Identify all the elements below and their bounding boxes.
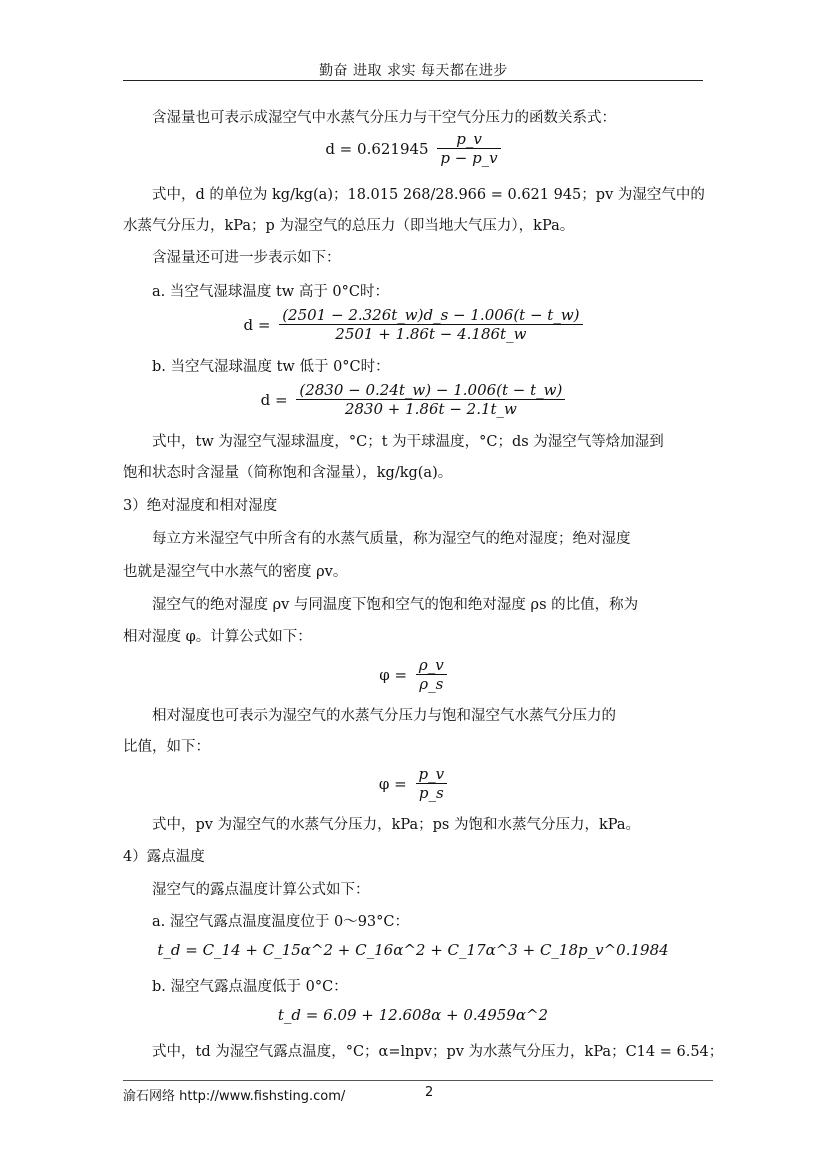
eq1-denominator: p − p_v xyxy=(440,149,498,167)
eq3-lhs: d = xyxy=(260,390,288,409)
eq1-numerator: p_v xyxy=(437,130,500,149)
equation-3 xyxy=(123,381,703,418)
eq1-lhs: d = 0.621945 xyxy=(325,139,429,158)
paragraph: 式中，td 为湿空气露点温度，°C；α=lnpv；pv 为水蒸气分压力，kPa；C14 = 6.54； xyxy=(152,1044,724,1060)
list-item-b: b. 当空气湿球温度 tw 低于 0°C时： xyxy=(152,359,390,375)
paragraph: 式中，d 的单位为 kg/kg(a)；18.015 268/28.966 = 0.621 945；pv 为湿空气中的 xyxy=(152,187,705,203)
footer-rule xyxy=(123,1080,713,1081)
section-heading: 3）绝对湿度和相对湿度 xyxy=(123,498,278,514)
equation-1 xyxy=(123,130,703,167)
eq5-lhs: φ = xyxy=(378,774,407,793)
page-header: 勤奋 进取 求实 每天都在进步 xyxy=(319,63,508,79)
paragraph: 含湿量还可进一步表示如下： xyxy=(152,250,341,266)
eq2-denominator: 2501 + 1.86t − 4.186t_w xyxy=(335,325,527,343)
header-rule xyxy=(123,80,703,81)
paragraph: 相对湿度也可表示为湿空气的水蒸气分压力与饱和湿空气水蒸气分压力的 xyxy=(152,708,616,724)
paragraph: 含湿量也可表示成湿空气中水蒸气分压力与干空气分压力的函数关系式： xyxy=(152,110,616,126)
paragraph: 湿空气的露点温度计算公式如下： xyxy=(152,882,370,898)
eq5-numerator: p_v xyxy=(416,765,448,784)
paragraph: 比值，如下： xyxy=(123,739,210,755)
equation-7: t_d = 6.09 + 12.608α + 0.4959α^2 xyxy=(277,1006,549,1024)
equation-6: t_d = C_14 + C_15α^2 + C_16α^2 + C_17α^3 + C_18p_v^0.1984 xyxy=(157,941,669,959)
list-item-b: b. 湿空气露点温度低于 0°C： xyxy=(152,979,348,995)
paragraph: 相对湿度 φ。计算公式如下： xyxy=(123,629,312,645)
list-item-a: a. 当空气湿球温度 tw 高于 0°C时： xyxy=(152,284,389,300)
paragraph: 式中，tw 为湿空气湿球温度，°C；t 为干球温度，°C；ds 为湿空气等焓加湿到 xyxy=(152,434,664,450)
paragraph: 饱和状态时含湿量（简称饱和含湿量），kg/kg(a)。 xyxy=(123,465,453,481)
eq2-lhs: d = xyxy=(243,315,271,334)
equation-4 xyxy=(123,656,703,693)
equation-5 xyxy=(123,765,703,802)
eq4-numerator: ρ_v xyxy=(416,656,447,675)
eq3-denominator: 2830 + 1.86t − 2.1t_w xyxy=(344,400,517,418)
paragraph: 也就是湿空气中水蒸气的密度 ρv。 xyxy=(123,564,348,580)
list-item-a: a. 湿空气露点温度温度位于 0～93°C： xyxy=(152,914,409,930)
eq5-denominator: p_s xyxy=(418,784,444,802)
footer-site: 渝石网络 http://www.fishsting.com/ xyxy=(123,1089,346,1104)
eq2-numerator: (2501 − 2.326t_w)d_s − 1.006(t − t_w) xyxy=(279,306,582,325)
eq3-numerator: (2830 − 0.24t_w) − 1.006(t − t_w) xyxy=(296,381,565,400)
page-number: 2 xyxy=(425,1085,434,1100)
paragraph: 每立方米湿空气中所含有的水蒸气质量，称为湿空气的绝对湿度；绝对湿度 xyxy=(152,531,631,547)
section-heading: 4）露点温度 xyxy=(123,849,205,865)
paragraph: 湿空气的绝对湿度 ρv 与同温度下饱和空气的饱和绝对湿度 ρs 的比值，称为 xyxy=(152,597,639,613)
paragraph: 式中，pv 为湿空气的水蒸气分压力，kPa；ps 为饱和水蒸气分压力，kPa。 xyxy=(152,817,640,833)
paragraph: 水蒸气分压力，kPa；p 为湿空气的总压力（即当地大气压力），kPa。 xyxy=(123,218,575,234)
equation-2 xyxy=(123,306,703,343)
eq4-lhs: φ = xyxy=(379,665,408,684)
eq4-denominator: ρ_s xyxy=(419,675,444,693)
